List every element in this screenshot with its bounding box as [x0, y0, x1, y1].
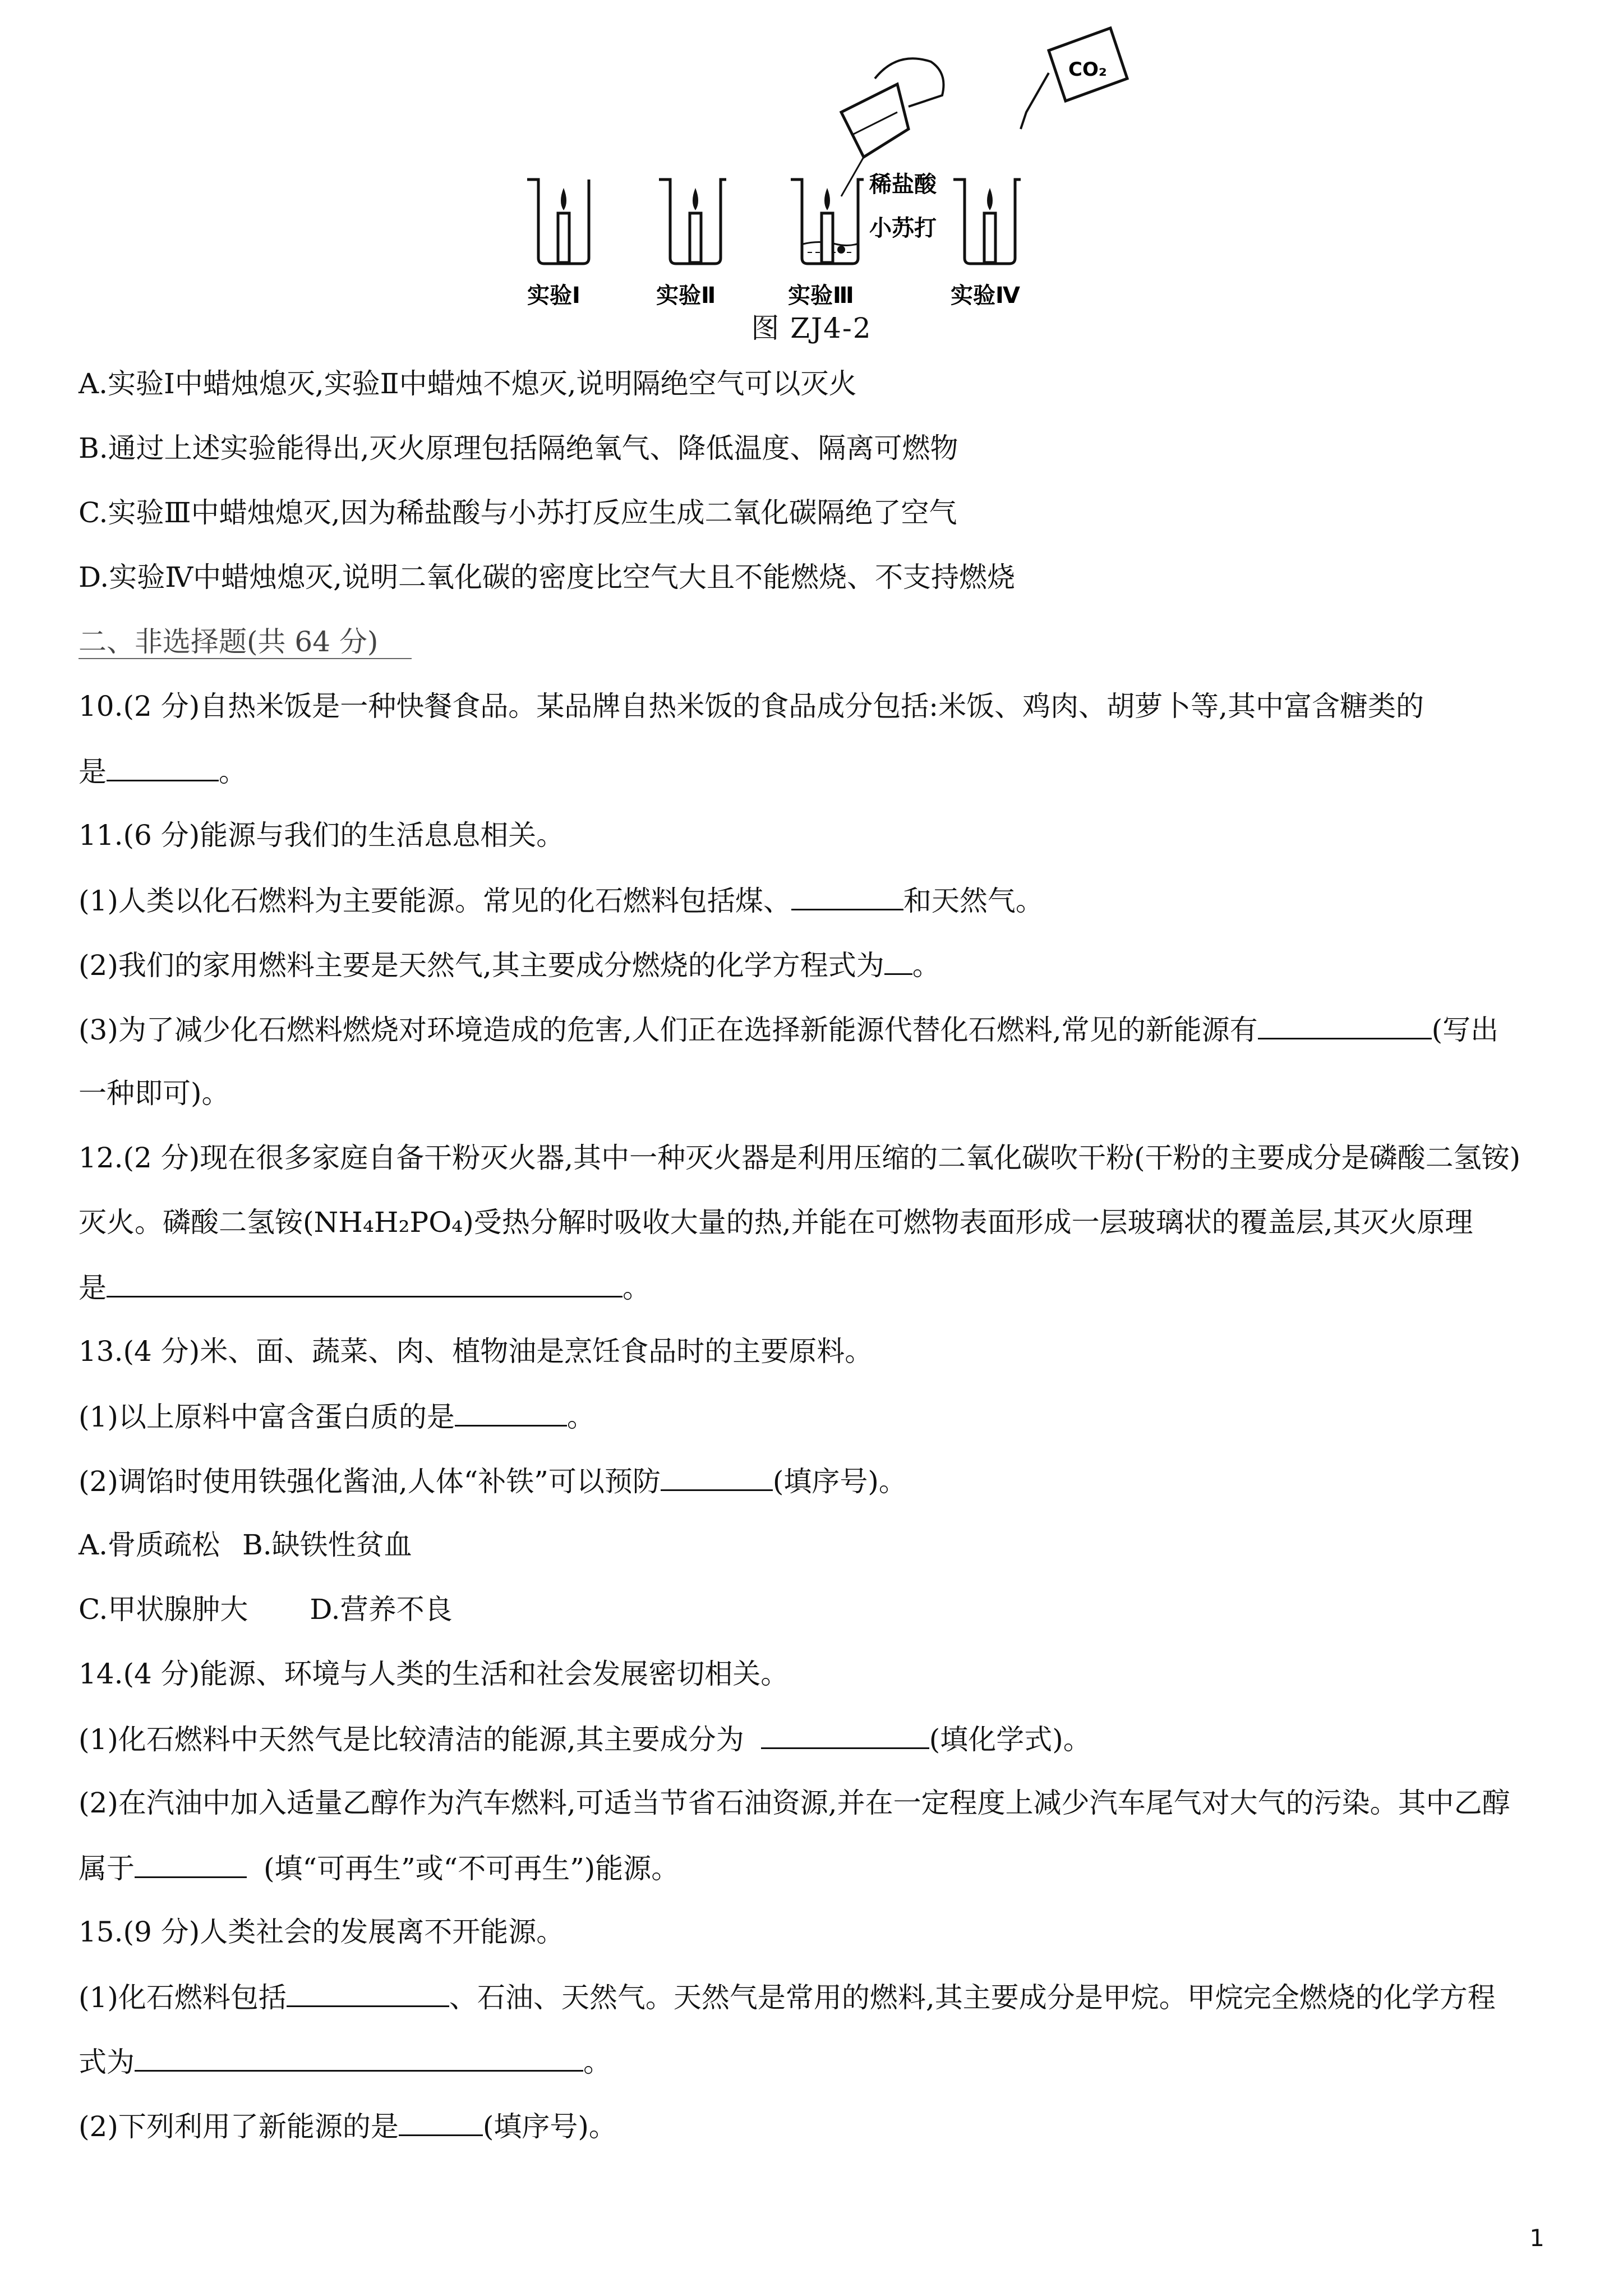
- q13-part-2: [79, 1460, 907, 1502]
- q14-p1-a: (1)化石燃料中天然气是比较清洁的能源,其主要成分为: [79, 1723, 744, 1756]
- q11-p2-a: (2)我们的家用燃料主要是天然气,其主要成分燃烧的化学方程式为: [79, 949, 884, 982]
- q10-line-1: 10.(2 分)自热米饭是一种快餐食品。某品牌自热米饭的食品成分包括:米饭、鸡肉、胡萝卜等,其中富含糖类的: [79, 690, 1424, 723]
- q13-options-cd: [79, 1589, 453, 1630]
- option-c: C.实验Ⅲ中蜡烛熄灭,因为稀盐酸与小苏打反应生成二氧化碳隔绝了空气: [79, 496, 957, 529]
- section-title: 二、非选择题(共 64 分): [79, 625, 412, 659]
- q13-p2-blank[interactable]: [661, 1460, 773, 1491]
- q15-part-1: [79, 1976, 1496, 2018]
- q14-part-2-line-1: (2)在汽油中加入适量乙醇作为汽车燃料,可适当节省石油资源,并在一定程度上减少汽车尾气对大气的污染。其中乙醇: [79, 1787, 1510, 1819]
- q11-p1-a: (1)人类以化石燃料为主要能源。常见的化石燃料包括煤、: [79, 885, 791, 917]
- q13-options-ab: [79, 1525, 412, 1565]
- q14-p2-b: (填“可再生”或“不可再生”)能源。: [264, 1852, 680, 1885]
- q12-blank[interactable]: [107, 1267, 623, 1297]
- q11-p3-b: (写出: [1431, 1014, 1499, 1046]
- q14-stem: 14.(4 分)能源、环境与人类的生活和社会发展密切相关。: [79, 1658, 789, 1690]
- q11-p2-b: 。: [912, 949, 940, 982]
- q10-text-b: 。: [219, 756, 247, 788]
- acid-label: 稀盐酸: [869, 172, 937, 197]
- q13-p1-blank[interactable]: [455, 1396, 567, 1427]
- q12-line-1: 12.(2 分)现在很多家庭自备干粉灭火器,其中一种灭火器是利用压缩的二氧化碳吹干粉(干粉的主要成分是磷酸二氢铵): [79, 1142, 1521, 1174]
- q13-p2-a: (2)调馅时使用铁强化酱油,人体“补铁”可以预防: [79, 1465, 661, 1498]
- q15-stem: 15.(9 分)人类社会的发展离不开能源。: [79, 1916, 565, 1948]
- gas-label: CO₂: [1068, 58, 1107, 81]
- q15-p1-a: (1)化石燃料包括: [79, 1981, 287, 2014]
- q14-part-2-line-2: [79, 1847, 679, 1889]
- label-exp-3: 实验Ⅲ: [788, 283, 854, 309]
- q15-p1-c: 式为: [79, 2046, 135, 2078]
- q13-option-d: D.营养不良: [310, 1593, 453, 1626]
- q14-p2-a: 属于: [79, 1852, 135, 1885]
- q15-p1-b: 、石油、天然气。天然气是常用的燃料,其主要成分是甲烷。甲烷完全燃烧的化学方程: [449, 1981, 1496, 2014]
- q13-part-1: [79, 1396, 595, 1437]
- q12-text-a: 是: [79, 1272, 107, 1304]
- q15-p1-d: 。: [583, 2046, 611, 2078]
- q14-p1-blank[interactable]: [761, 1718, 929, 1749]
- label-exp-1: 实验Ⅰ: [527, 283, 580, 309]
- q13-option-c: C.甲状腺肿大: [79, 1593, 248, 1626]
- label-exp-2: 实验Ⅱ: [656, 283, 716, 309]
- q15-p2-blank[interactable]: [399, 2105, 483, 2136]
- q12-line-3: [79, 1267, 651, 1308]
- q11-p2-blank[interactable]: [884, 944, 912, 975]
- q15-p1-blank-1[interactable]: [287, 1976, 449, 2007]
- q11-p1-b: 和天然气。: [903, 885, 1044, 917]
- q15-part-2: [79, 2105, 617, 2147]
- q10-text-a: 是: [79, 756, 107, 788]
- option-d: D.实验Ⅳ中蜡烛熄灭,说明二氧化碳的密度比空气大且不能燃烧、不支持燃烧: [79, 561, 1016, 593]
- q15-p2-b: (填序号)。: [482, 2110, 617, 2143]
- q10-line-2: [79, 751, 247, 792]
- q11-p3-a: (3)为了减少化石燃料燃烧对环境造成的危害,人们正在选择新能源代替化石燃料,常见的新能源有: [79, 1014, 1258, 1046]
- q11-stem: 11.(6 分)能源与我们的生活息息相关。: [79, 819, 565, 852]
- soda-label: 小苏打: [869, 215, 937, 241]
- q11-part-1: [79, 880, 1044, 921]
- q13-p2-b: (填序号)。: [772, 1465, 907, 1498]
- q13-stem: 13.(4 分)米、面、蔬菜、肉、植物油是烹饪食品时的主要原料。: [79, 1335, 873, 1368]
- q11-p1-blank[interactable]: [791, 880, 903, 910]
- q10-blank[interactable]: [107, 751, 219, 781]
- option-a: A.实验Ⅰ中蜡烛熄灭,实验Ⅱ中蜡烛不熄灭,说明隔绝空气可以灭火: [79, 367, 857, 400]
- q15-p2-a: (2)下列利用了新能源的是: [79, 2110, 399, 2143]
- option-b: B.通过上述实验能得出,灭火原理包括隔绝氧气、降低温度、隔离可燃物: [79, 432, 958, 464]
- q13-option-b: B.缺铁性贫血: [242, 1529, 412, 1561]
- section-header: [79, 622, 412, 662]
- q12-text-b: 。: [623, 1272, 651, 1304]
- q11-part-3: [79, 1009, 1498, 1050]
- q11-part-2: [79, 944, 940, 986]
- q13-p1-a: (1)以上原料中富含蛋白质的是: [79, 1401, 455, 1433]
- q12-line-2: 灭火。磷酸二氢铵(NH₄H₂PO₄)受热分解时吸收大量的热,并能在可燃物表面形成一层玻璃状的覆盖层,其灭火原理: [79, 1206, 1473, 1239]
- q15-part-1-cont: [79, 2041, 611, 2082]
- experiment-figure: [505, 17, 1133, 331]
- label-exp-4: 实验Ⅳ: [951, 283, 1020, 309]
- q14-p2-blank[interactable]: [135, 1847, 247, 1878]
- q11-part-3-cont: 一种即可)。: [79, 1077, 230, 1110]
- q11-p3-blank[interactable]: [1258, 1009, 1432, 1039]
- q13-option-a: A.骨质疏松: [79, 1529, 220, 1561]
- q14-part-1: [79, 1718, 1091, 1760]
- q13-p1-b: 。: [566, 1401, 595, 1433]
- figure-caption: 图 ZJ4-2: [751, 312, 872, 344]
- q14-p1-b: (填化学式)。: [929, 1723, 1091, 1756]
- page-number: 1: [1529, 2224, 1544, 2252]
- q15-p1-blank-2[interactable]: [135, 2041, 583, 2072]
